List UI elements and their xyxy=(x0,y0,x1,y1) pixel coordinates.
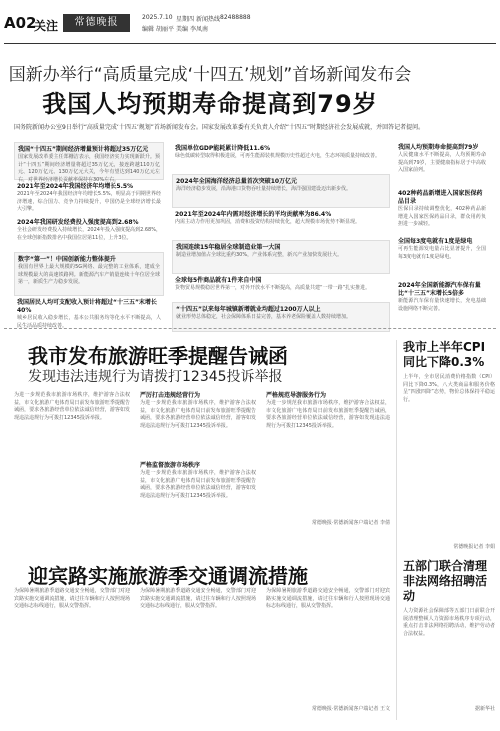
mid-block xyxy=(172,208,390,240)
header-rule xyxy=(4,43,496,44)
designer-label: 美编 xyxy=(176,26,189,33)
story2-col xyxy=(266,392,390,542)
middle-column xyxy=(172,142,390,320)
block-body: 我国有世界上最大规模的5G网络、最完整的工业体系，建成全球规模最大的高速铁路网。新能源汽车产销量连续十年位居全球第一，新质生产力稳步发展。 xyxy=(18,264,160,286)
block-body: 新能源汽车保有量快速增长，充电基础设施网络不断完善。 xyxy=(398,298,486,312)
story2-body xyxy=(14,392,390,542)
story3-title: 迎宾路实施旅游季交通调流措施 xyxy=(28,564,308,588)
block-body: 就业形势总体稳定，社会保障体系日益完善，基本养老保险覆盖人数持续增加。 xyxy=(176,314,352,320)
designer-name: 李凤南 xyxy=(190,26,209,33)
story3-body xyxy=(14,588,390,724)
block-title: 我国“十四五”期间经济增量预计将超过35万亿元 xyxy=(18,146,149,153)
block-body: 医保目录持续调整优化，402种药品新增进入国家医保药品目录，群众用药负担进一步减轻。 xyxy=(398,206,486,228)
right-sidebar xyxy=(396,142,488,320)
cpi-title: 我市上半年CPI同比下降0.3% xyxy=(403,340,486,369)
joint-byline: 据新华社 xyxy=(474,706,495,712)
block-title: 我国居民人均可支配收入预计将超过“十三五”末增长40% xyxy=(17,299,157,314)
block-title: 2024年全国新能源汽车保有量比“十三五”末增长5倍多 xyxy=(398,282,481,297)
block-title: 我国连续15年稳居全球制造业第一大国 xyxy=(176,244,281,251)
story2-text: 为进一步规范我市旅游市场秩序，维护游客合法权益，市文化旅游广电体育局日前发布旅游旺季提醒告诫函，要求各旅游经营单位依法诚信经营，游客如发现违法违规行为可拨打12345投诉举报。 xyxy=(140,470,256,499)
left-block xyxy=(14,216,164,252)
hotline-number: 82488888 xyxy=(220,14,251,21)
editor-label: 编辑 xyxy=(142,26,155,33)
mid-block xyxy=(172,274,390,302)
block-title: 402种药品新增进入国家医保药品目录 xyxy=(398,190,483,205)
joint-body: 人力资源社会保障部等五部门日前联合开展清理整顿人力资源市场秩序专项行动，重点打击非法网络招聘活动，维护劳动者合法权益。 xyxy=(403,608,495,637)
story2-col xyxy=(140,392,256,542)
page-header xyxy=(0,0,500,44)
block-title: 数字“第一”！中国创新能力整体提升 xyxy=(18,256,116,263)
story3-col xyxy=(266,588,390,724)
page-number: A02 xyxy=(4,14,37,32)
left-block xyxy=(14,252,164,296)
block-body: 可再生能源发电量占比显著提升，全国每3度电就有1度是绿电。 xyxy=(398,246,486,260)
side-block xyxy=(396,280,488,324)
issue-date: 2025.7.10 xyxy=(142,14,173,21)
mid-block xyxy=(172,174,390,208)
block-body: 货物贸易规模稳居世界第一，对外开放水平不断提高，高质量共建“一带一路”扎实推进。 xyxy=(175,285,371,291)
story3-text: 为保障暑期旅游季道路交通安全畅通，交警部门对迎宾路实施交通调流措施，请过往车辆和行人按照现场交通标志标线通行，服从交警指挥。 xyxy=(266,588,390,610)
story2-subtitle: 发现违法违规行为请拨打12345投诉举报 xyxy=(28,369,283,385)
story2-text: 为进一步规范我市旅游市场秩序，维护游客合法权益，市文化旅游广电体育局日前发布旅游旺季提醒告诫函，要求各旅游经营单位依法诚信经营，游客如发现违法违规行为可拨打12345投诉举报。 xyxy=(266,400,390,429)
block-body: 人民健康水平不断提高，人均预期寿命提高到79岁，主要健康指标居于中高收入国家前列。 xyxy=(398,152,486,174)
block-body: 国家发展改革委主任郑栅洁表示，我国经济实力实现新跃升。预计“十四五”期间经济增量将超过35万亿元，接连跨越110万亿元、120万亿元、130万亿元大关，今年有望达到140万亿元左右，对世界经济增长贡献率保持在30%左右。 xyxy=(18,154,160,183)
cpi-byline: 常德晚报记者 李娟 xyxy=(453,544,495,550)
block-title: 我国单位GDP能耗累计降低11.6% xyxy=(175,145,271,152)
block-body: 全社会研发经费投入持续增长，2024年投入强度提高到2.68%，在全球创新指数排名中我国位居第11位，上升3位。 xyxy=(17,227,161,241)
block-title: “十四五”以来每年城镇新增就业均超过1200万人以上 xyxy=(176,306,321,313)
left-block xyxy=(14,180,164,216)
section-divider xyxy=(4,328,496,329)
subhead: 严格监督旅游市场秩序 xyxy=(140,462,201,469)
left-block xyxy=(14,142,164,183)
hotline-label: 新闻热线 xyxy=(196,16,221,23)
block-body: 2021年至2024年我国经济年均增长5.5%，明显高于同期世界经济增速，综合国力、竞争力持续提升，中国仍是全球经济增长最大引擎。 xyxy=(17,191,161,213)
joint-title: 五部门联合清理非法网络招聘活动 xyxy=(403,559,488,603)
story3-text: 为保障暑期旅游季道路交通安全畅通，交警部门对迎宾路实施交通调流措施，请过往车辆和行人按照现场交通标志标线通行，服从交警指挥。 xyxy=(14,588,130,610)
block-title: 2024年我国研发经费投入强度提高到2.68% xyxy=(17,219,139,226)
story2-text: 为进一步规范我市旅游市场秩序，维护游客合法权益，市文化旅游广电体育局日前发布旅游旺季提醒告诫函，要求各旅游经营单位依法诚信经营，游客如发现违法违规行为可拨打12345投诉举报。 xyxy=(14,392,130,421)
left-block xyxy=(14,296,164,332)
block-body: 内需主动力作用更加巩固，消费和投资结构持续优化，超大规模市场优势不断显现。 xyxy=(175,219,361,225)
block-title: 2024年全国海洋经济总量首次突破10万亿元 xyxy=(176,178,298,185)
story3-byline: 常德晚报·常德新闻客户端记者 王文 xyxy=(311,706,390,712)
mid-block xyxy=(172,240,390,274)
block-title: 2021年至2024年内需对经济增长的平均贡献率为86.4% xyxy=(175,211,332,218)
left-column xyxy=(14,142,164,329)
story3-text: 为保障暑期旅游季道路交通安全畅通，交警部门对迎宾路实施交通调流措施，请过往车辆和行人按照现场交通标志标线通行，服从交警指挥。 xyxy=(140,588,256,610)
main-kicker: 国新办举行“高质量完成‘十四五’规划”首场新闻发布会 xyxy=(8,65,412,85)
subhead: 严厉打击违规经营行为 xyxy=(140,392,201,399)
block-body: 绿色低碳转型取得积极进展，可再生能源装机规模历史性超过火电，生态环境质量持续改善。 xyxy=(175,153,381,159)
block-body: 海洋经济稳步发展，沿海港口货物吞吐量持续增长，海洋强国建设迈出新步伐。 xyxy=(176,186,352,192)
block-body: 制造业增加值占全球比重约30%，产业体系完整，新兴产业加快发展壮大。 xyxy=(176,252,343,258)
block-body: 城乡居民收入稳步增长，基本公共服务均等化水平不断提高，人民生活品质持续改善。 xyxy=(17,315,161,329)
mid-block xyxy=(172,142,390,174)
section-label: 关注 xyxy=(34,19,59,33)
main-headline: 我国人均预期寿命提高到79岁 xyxy=(42,90,378,118)
story2-text: 为进一步规范我市旅游市场秩序，维护游客合法权益，市文化旅游广电体育局日前发布旅游旺季提醒告诫函，要求各旅游经营单位依法诚信经营，游客如发现违法违规行为可拨打12345投诉举报。 xyxy=(140,400,256,429)
block-title: 全国每3度电就有1度是绿电 xyxy=(398,238,473,245)
block-title: 全球每5件商品就有1件来自中国 xyxy=(175,277,262,284)
story2-byline: 常德晚报·常德新闻客户端记者 李倩 xyxy=(311,520,390,526)
masthead-logo: 常德晚报 xyxy=(63,14,130,32)
cpi-body: 上半年，全市居民消费价格指数（CPI）同比下降0.3%，八大类商品和服务价格呈“四涨四降”态势，物价总体保持平稳运行。 xyxy=(403,374,495,403)
main-lead: 国务院新闻办公室9日举行“高质量完成‘十四五’规划”首场新闻发布会。国家发展改革委有关负责人介绍“十四五”时期经济社会发展成就，并回答记者提问。 xyxy=(14,124,425,131)
editor-name: 胡丽平 xyxy=(156,26,175,33)
subhead: 严格规范导游服务行为 xyxy=(266,392,327,399)
side-block xyxy=(396,142,488,188)
story2-title: 我市发布旅游旺季提醒告诫函 xyxy=(28,344,288,368)
block-title: 我国人均预期寿命提高到79岁 xyxy=(398,144,479,151)
issue-weekday: 星期四 xyxy=(176,16,195,23)
right-sidebar-bottom xyxy=(396,340,495,720)
side-block xyxy=(396,236,488,280)
side-block xyxy=(396,188,488,236)
block-title: 2021年至2024年我国经济年均增长5.5% xyxy=(17,183,134,190)
